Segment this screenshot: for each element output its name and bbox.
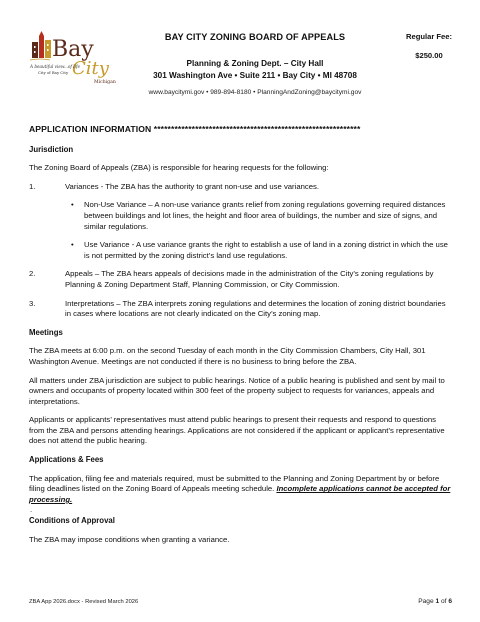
board-title: BAY CITY ZONING BOARD OF APPEALS [164, 32, 346, 42]
header-block [120, 32, 390, 96]
list-text: Variances - The ZBA has the authority to grant non-use and use variances. [65, 181, 319, 191]
fees-text: The application, filing fee and materials required, must be submitted to the Planning and Zoning Department by or before filing deadlines listed on the Zoning Board of Appeals meeting schedule. [29, 473, 440, 494]
section-application-information: APPLICATION INFORMATION ************************************************************ [29, 124, 361, 134]
heading-meetings: Meetings [29, 327, 63, 337]
logo-subtag: City of Bay City [38, 70, 69, 75]
bullet-non-use-variance [71, 200, 453, 232]
fee-value: $250.00 [415, 51, 443, 60]
page-label: Page [418, 598, 434, 605]
meetings-paragraph-3: Applicants or applicants’ representatives must attend public hearings to present their requests and respond to questions from the ZBA and persons attending hearings. Applications are not considered if the applicant or applicant’s representative does not attend the public hearing. [29, 415, 445, 446]
bullet-icon: • [71, 240, 74, 250]
list-item-appeals [29, 269, 453, 290]
heading-conditions-of-approval: Conditions of Approval [29, 516, 115, 526]
meetings-paragraph-1: The ZBA meets at 6:00 p.m. on the second Tuesday of each month in the City Commission Chambers, City Hall, 301 Washington Avenue. Meetings are not conducted if there is no business to bring before the ZBA. [29, 346, 426, 366]
bullet-use-variance [71, 240, 453, 261]
list-text: Appeals – The ZBA hears appeals of decisions made in the administration of the City’s zoning regulations by Planning & Zoning Department Staff, Planning Commission, or City Commission. [65, 269, 434, 289]
logo-word-bay: Bay [52, 37, 94, 62]
stray-period: . [30, 505, 33, 515]
fees-paragraph [29, 474, 453, 506]
bay-city-logo [28, 28, 116, 86]
list-number: 2. [29, 269, 36, 279]
meetings-paragraph-2: All matters under ZBA jurisdiction are subject to public hearings. Notice of a public hearing is published and sent by mail to owners and occupants of property located within 300 feet of the property subject to requests for variances, appeals and interpretations. [29, 375, 445, 406]
fee-label: Regular Fee: [406, 32, 452, 41]
bullet-text: Non-Use Variance – A non-use variance grants relief from zoning regulations governing required distances between buildings and lot lines, the height and floor area of buildings, the number and size of signs, and similar regulations. [84, 200, 446, 231]
department-line: Planning & Zoning Dept. – City Hall [186, 59, 324, 68]
document-body [29, 124, 453, 545]
page-total: 6 [448, 598, 452, 605]
fee-block [394, 32, 464, 60]
bullet-text: Use Variance - A use variance grants the right to establish a use of land in a zoning district in which the use is not permitted by the zoning district’s land use regulations. [84, 240, 448, 260]
list-number: 1. [29, 181, 36, 191]
incomplete-applications-warning: Incomplete applications cannot be accepted for processing. [29, 484, 451, 504]
footer-document-name: ZBA App 2026.docx - Revised March 2026 [29, 599, 139, 605]
logo-tagline: A beautiful view...of life [30, 64, 81, 69]
conditions-paragraph: The ZBA may impose conditions when granting a variance. [29, 534, 230, 544]
logo-word-city: City [72, 58, 109, 79]
page-of: of [440, 598, 447, 605]
jurisdiction-intro: The Zoning Board of Appeals (ZBA) is responsible for hearing requests for the following: [29, 163, 329, 173]
bullet-icon: • [71, 200, 74, 210]
address-line: 301 Washington Ave • Suite 211 • Bay City • MI 48708 [153, 71, 357, 80]
list-item-variances [29, 182, 453, 193]
list-text: Interpretations – The ZBA interprets zoning regulations and determines the location of zoning district boundaries in cases where locations are not clearly indicated on the City’s zoning map. [65, 298, 446, 319]
heading-applications-fees: Applications & Fees [29, 455, 104, 465]
page-current: 1 [435, 598, 440, 605]
heading-jurisdiction: Jurisdiction [29, 144, 74, 154]
list-item-interpretations [29, 299, 453, 320]
footer-page-number [418, 598, 452, 605]
list-number: 3. [29, 298, 36, 308]
logo-state: Michigan [94, 80, 116, 85]
contact-line: www.baycitymi.gov • 989-894-8180 • PlanningAndZoning@baycitymi.gov [148, 89, 362, 96]
bay-city-logo-graphic [28, 28, 116, 86]
